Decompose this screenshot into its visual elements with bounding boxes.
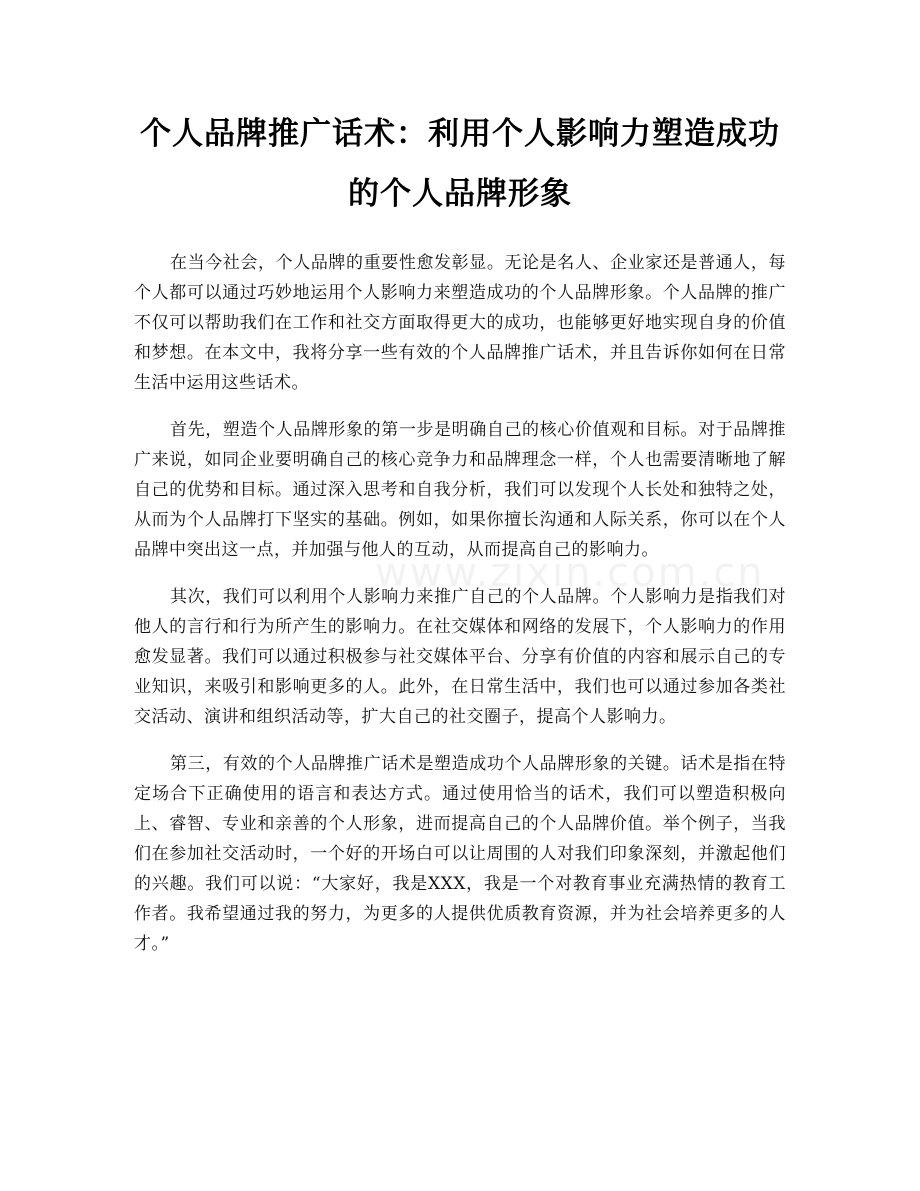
document-title: 个人品牌推广话术：利用个人影响力塑造成功的个人品牌形象 <box>140 116 780 212</box>
paragraph-first: 首先，塑造个人品牌形象的第一步是明确自己的核心价值观和目标。对于品牌推广来说，如同企业要明确自己的核心竞争力和品牌理念一样，个人也需要清晰地了解自己的优势和目标。通过深入思考和自我分析，我们可以发现个人长处和独特之处，从而为个人品牌打下坚实的基础。例如，如果你擅长沟通和人际关系，你可以在个人品牌中突出这一点，并加强与他人的互动，从而提高自己的影响力。 <box>134 420 786 560</box>
paragraph-intro: 在当今社会，个人品牌的重要性愈发彰显。无论是名人、企业家还是普通人，每个人都可以通过巧妙地运用个人影响力来塑造成功的个人品牌形象。个人品牌的推广不仅可以帮助我们在工作和社交方面取得更大的成功，也能够更好地实现自身的价值和梦想。在本文中，我将分享一些有效的个人品牌推广话术，并且告诉你如何在日常生活中运用这些话术。 <box>134 253 786 393</box>
watermark: www.zixin.com.cn <box>375 550 765 596</box>
paragraph-second: 其次，我们可以利用个人影响力来推广自己的个人品牌。个人影响力是指我们对他人的言行和行为所产生的影响力。在社交媒体和网络的发展下，个人影响力的作用愈发显著。我们可以通过积极参与社交媒体平台、分享有价值的内容和展示自己的专业知识，来吸引和影响更多的人。此外，在日常生活中，我们也可以通过参加各类社交活动、演讲和组织活动等，扩大自己的社交圈子，提高个人影响力。 <box>134 587 786 727</box>
document-body <box>134 248 786 976</box>
paragraph-third: 第三，有效的个人品牌推广话术是塑造成功个人品牌形象的关键。话术是指在特定场合下正确使用的语言和表达方式。通过使用恰当的话术，我们可以塑造积极向上、睿智、专业和亲善的个人形象，进而提高自己的个人品牌价值。举个例子，当我们在参加社交活动时，一个好的开场白可以让周围的人对我们印象深刻，并激起他们的兴趣。我们可以说：“大家好，我是XXX，我是一个对教育事业充满热情的教育工作者。我希望通过我的努力，为更多的人提供优质教育资源，并为社会培养更多的人才。” <box>134 754 786 954</box>
